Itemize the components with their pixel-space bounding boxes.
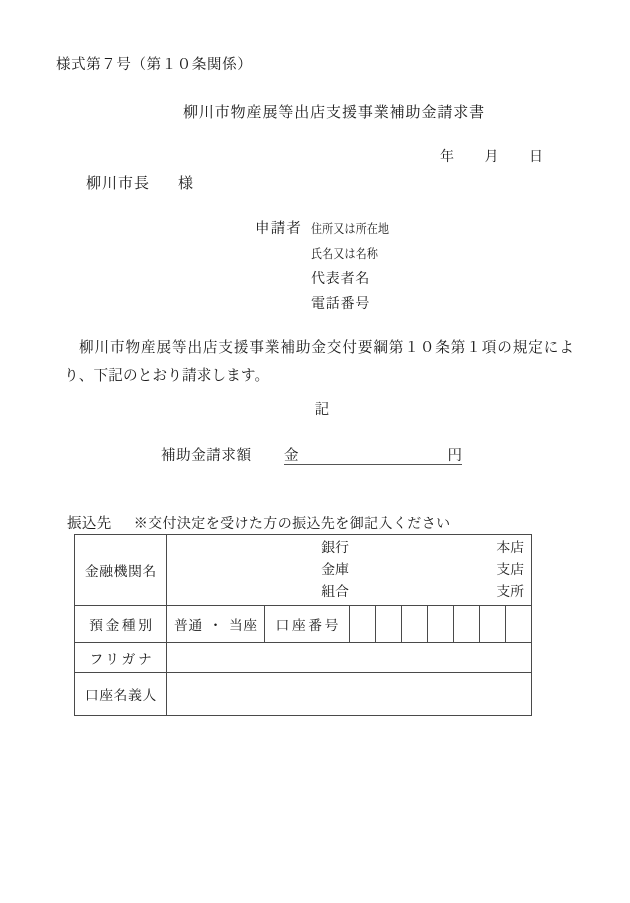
deposit-type-label: 預金種別 — [75, 606, 167, 643]
date-month-label: 月 — [484, 150, 499, 165]
institution-options — [167, 535, 531, 605]
form-number: 様式第７号（第１０条関係） — [56, 57, 253, 73]
deposit-type-options[interactable] — [167, 606, 265, 643]
account-holder-label: 口座名義人 — [75, 673, 167, 716]
ki-mark: 記 — [314, 402, 330, 418]
date-day-label: 日 — [529, 150, 544, 165]
table-row-furigana — [75, 643, 532, 673]
option-head-office[interactable]: 本店 — [496, 540, 524, 555]
furigana-value[interactable] — [167, 643, 532, 673]
table-row-institution — [75, 535, 532, 606]
account-number-digit-cell[interactable] — [453, 606, 479, 643]
date-line — [440, 146, 544, 166]
currency-prefix: 金 — [284, 448, 299, 464]
option-cooperative[interactable]: 組合 — [321, 584, 349, 599]
addressee-honorific: 様 — [178, 176, 195, 192]
applicant-fields — [311, 217, 551, 317]
currency-suffix: 円 — [447, 448, 462, 464]
account-number-digit-cell[interactable] — [349, 606, 375, 643]
option-bank[interactable]: 銀行 — [321, 540, 349, 555]
option-sub-branch[interactable]: 支所 — [496, 584, 524, 599]
page-title: 柳川市物産展等出店支援事業補助金請求書 — [182, 105, 486, 121]
applicant-phone-label: 電話番号 — [311, 297, 371, 312]
account-holder-value[interactable] — [167, 673, 532, 716]
addressee-name: 柳川市長 — [86, 176, 151, 192]
option-current[interactable]: 当座 — [228, 618, 258, 633]
bank-account-table — [74, 534, 532, 716]
option-branch[interactable]: 支店 — [496, 562, 524, 577]
account-number-label: 口座番号 — [265, 606, 349, 643]
institution-name-value[interactable] — [167, 535, 532, 606]
applicant-address-label: 住所又は所在地 — [311, 222, 390, 236]
account-number-digit-cell[interactable] — [505, 606, 531, 643]
account-number-digit-cell[interactable] — [375, 606, 401, 643]
option-separator: ・ — [208, 618, 223, 633]
applicant-representative-label: 代表者名 — [311, 272, 371, 287]
option-ordinary[interactable]: 普通 — [174, 618, 203, 633]
table-row-account-holder — [75, 673, 532, 716]
option-credit-union[interactable]: 金庫 — [321, 562, 349, 577]
transfer-note: ※交付決定を受けた方の振込先を御記入ください — [133, 517, 451, 532]
institution-name-label: 金融機関名 — [75, 535, 167, 606]
account-number-digit-cell[interactable] — [479, 606, 505, 643]
addressee — [86, 172, 194, 193]
account-number-digit-cell[interactable] — [401, 606, 427, 643]
applicant-name-label: 氏名又は名称 — [311, 247, 379, 261]
table-row-deposit-type — [75, 606, 532, 643]
date-year-label: 年 — [440, 150, 455, 165]
subsidy-amount-field[interactable] — [284, 444, 462, 465]
subsidy-amount-label: 補助金請求額 — [161, 448, 252, 464]
applicant-label: 申請者 — [255, 221, 303, 237]
body-paragraph: 柳川市物産展等出店支援事業補助金交付要綱第１０条第１項の規定により、下記のとおり請求します。 — [64, 340, 574, 384]
furigana-label: フリガナ — [75, 643, 167, 673]
transfer-label: 振込先 — [67, 516, 112, 532]
account-number-digit-cell[interactable] — [427, 606, 453, 643]
transfer-destination-header — [67, 512, 451, 533]
